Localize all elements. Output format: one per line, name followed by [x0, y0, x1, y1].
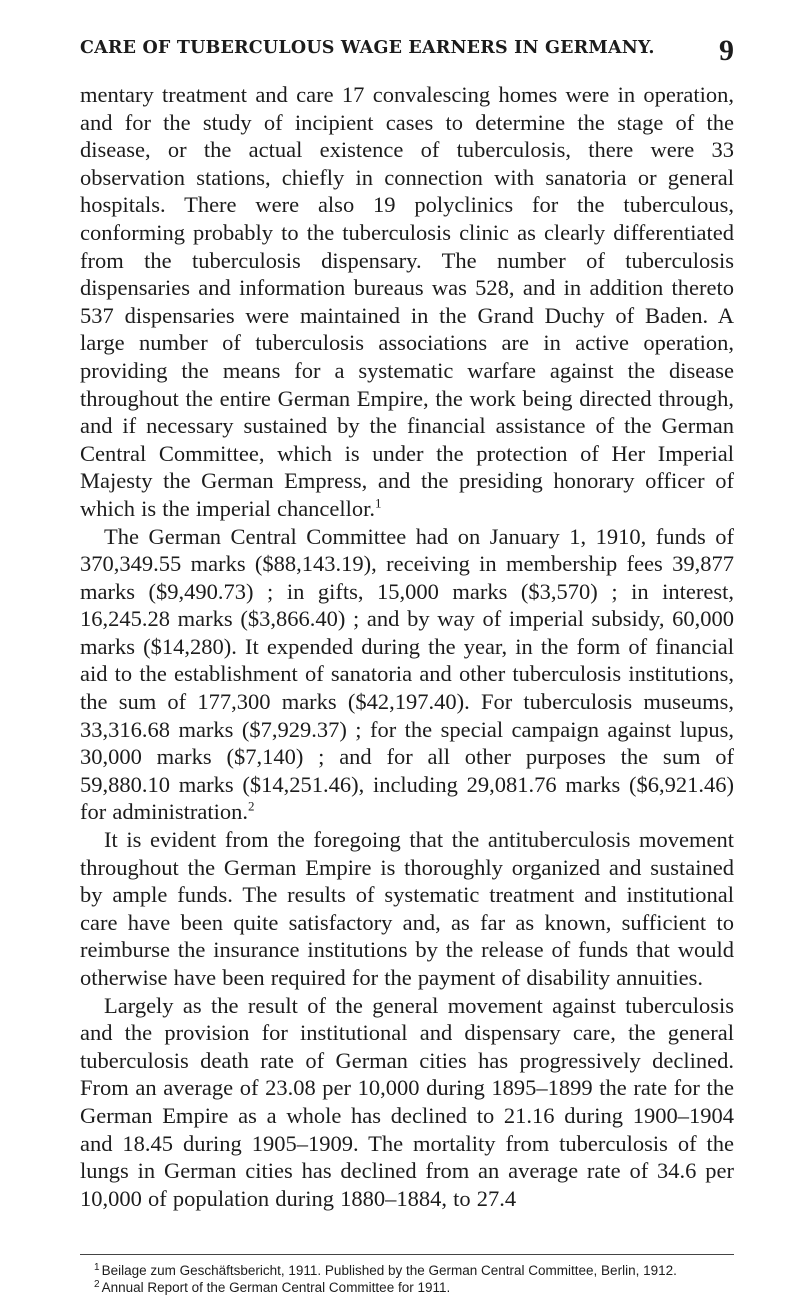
footnote-ref-2: 2	[247, 798, 255, 814]
footnote-divider	[80, 1254, 734, 1255]
paragraph-4: Largely as the result of the general movement against tuberculosis and the provision for institutional and dispensary care, the general tuberculosis death rate of German cities has progressively declined. From an average of 23.08 per 10,000 during 1895–1899 the rate for the German Empire as a whole has declined to 21.16 during 1900–1904 and 18.45 during 1905–1909. The mortality from tuberculosis of the lungs in German cities has declined from an average rate of 34.6 per 10,000 of population during 1880–1884, to 27.4	[80, 992, 734, 1211]
running-title: CARE OF TUBERCULOUS WAGE EARNERS IN GERMANY.	[80, 38, 655, 58]
footnote-2-number: 2	[94, 1278, 100, 1290]
paragraph-2	[80, 523, 734, 827]
paragraph-1-text: mentary treatment and care 17 convalescing homes were in operation, and for the study of incipient cases to determine the stage of the disease, or the actual existence of tuberculosis, there were 33 observation stations, chiefly in connection with sanatoria or general hospitals. There were also 19 polyclinics for the tuberculous, conforming probably to the tuberculosis clinic as clearly differentiated from the tuberculosis dispensary. The number of tuberculosis dispensaries and information bureaus was 528, and in addition thereto 537 dispensaries were maintained in the Grand Duchy of Baden. A large number of tuberculosis associations are in active operation, providing the means for a systematic warfare against the disease throughout the entire German Empire, the work being directed through, and if necessary sustained by the financial assistance of the German Central Committee, which is under the protection of Her Imperial Majesty the German Empress, and the presiding honorary officer of which is the imperial chancellor.	[80, 82, 734, 521]
footnote-1-number: 1	[94, 1261, 100, 1273]
page-number: 9	[719, 34, 734, 67]
paragraph-3: It is evident from the foregoing that the antituberculosis movement throughout the German Empire is thoroughly organized and sustained by ample funds. The results of systematic treatment and institutional care have been quite satisfactory and, as far as known, sufficient to reimburse the insurance institutions by the release of funds that would otherwise have been required for the payment of disability annuities.	[80, 827, 734, 990]
footnotes	[80, 1262, 734, 1296]
footnote-2-text: Annual Report of the German Central Committee for 1911.	[101, 1280, 451, 1295]
footnote-2	[80, 1279, 734, 1296]
body-text	[80, 81, 734, 1212]
paragraph-2-text: The German Central Committee had on January 1, 1910, funds of 370,349.55 marks ($88,143.19), receiving in membership fees 39,877 marks ($9,490.73) ; in gifts, 15,000 marks ($3,570) ; in interest, 16,245.28 marks ($3,866.40) ; and by way of imperial subsidy, 60,000 marks ($14,280). It expended during the year, in the form of financial aid to the establishment of sanatoria and other tuberculosis institutions, the sum of 177,300 marks ($42,197.40). For tuberculosis museums, 33,316.68 marks ($7,929.37) ; for the special campaign against lupus, 30,000 marks ($7,140) ; and for all other purposes the sum of 59,880.10 marks ($14,251.46), including 29,081.76 marks ($6,921.46) for administration.	[80, 523, 734, 825]
footnote-ref-1: 1	[375, 495, 382, 511]
footnote-1	[80, 1262, 734, 1279]
running-head	[80, 34, 734, 74]
paragraph-1	[80, 81, 734, 523]
footnote-1-text: Beilage zum Geschäftsbericht, 1911. Published by the German Central Committee, Berlin, 1912.	[101, 1263, 677, 1278]
